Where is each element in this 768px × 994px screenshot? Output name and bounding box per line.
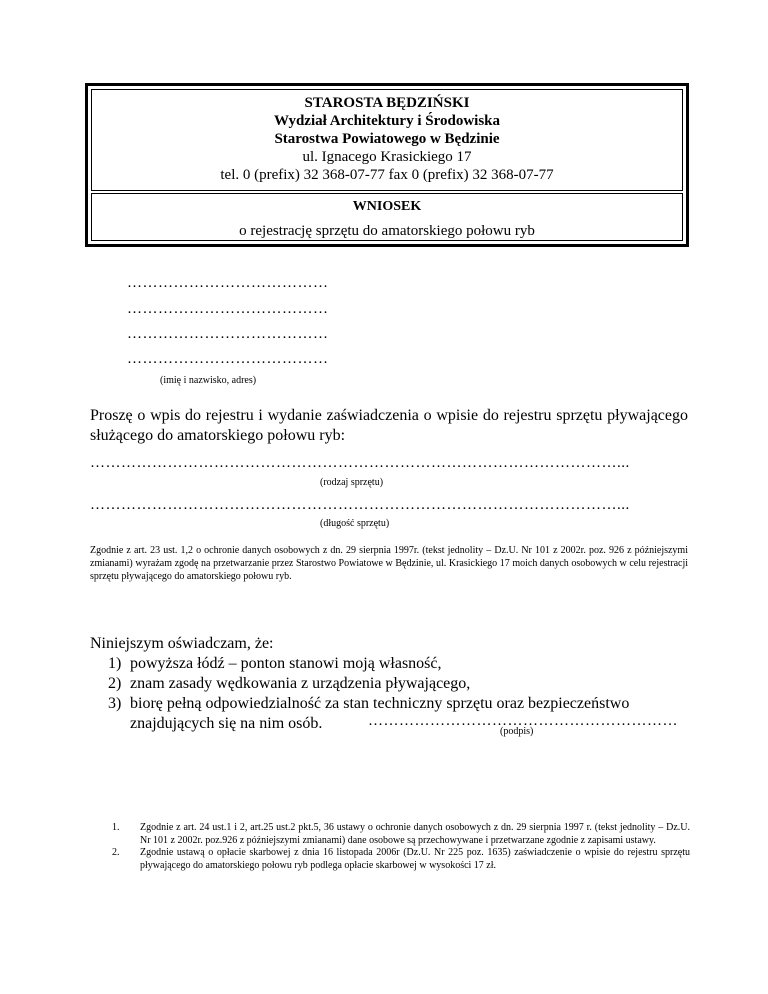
footnote-text: Zgodnie ustawą o opłacie skarbowej z dnia 16 listopada 2006r (Dz.U. Nr 225 poz. 1635) zaświadczenie o wpisie do rejestru sprzętu pływającego do amatorskiego połowu ryb podlega opłacie skarbowej w wysokości 17 zł. — [140, 847, 690, 871]
office-info-panel — [91, 89, 683, 191]
declaration-heading: Niniejszym oświadczam, że: — [90, 635, 274, 652]
declaration-item — [90, 674, 710, 694]
form-subtitle: o rejestrację sprzętu do amatorskiego połowu ryb — [239, 223, 535, 239]
signature-caption: (podpis) — [500, 726, 534, 737]
footnote-number: 1. — [112, 822, 120, 833]
department-name: Wydział Architektury i Środowiska — [274, 113, 500, 129]
data-consent-text: Zgodnie z art. 23 ust. 1,2 o ochronie danych osobowych z dn. 29 sierpnia 1997r. (tekst jednolity – Dz.U. Nr 101 z 2002r. poz. 926 z późniejszymi zmianami) wyrażam zgodę na przetwarzanie przez Starostwo Powiatowe w Będzinie, ul. Krasickiego 17 moich danych osobowych w celu rejestracji sprzętu pływającego do amatorskiego połowu ryb. — [90, 545, 688, 582]
footnotes — [112, 822, 690, 872]
declaration-item-text: biorę pełną odpowiedzialność za stan techniczny sprzętu oraz bezpieczeństwo znajdujących się na nim osób. — [130, 695, 630, 732]
declaration-item — [90, 654, 710, 674]
applicant-line-1[interactable]: ………………………………… — [127, 275, 329, 291]
applicant-line-3[interactable]: ………………………………… — [127, 326, 329, 342]
declaration-item-number: 1) — [108, 655, 122, 672]
signature-line[interactable]: …………………………………………………… — [368, 713, 678, 729]
equipment-type-line[interactable]: …………………………………………………………………………………………... — [90, 455, 630, 471]
declaration-item-number: 2) — [108, 675, 122, 692]
applicant-line-2[interactable]: ………………………………… — [127, 301, 329, 317]
request-text: Proszę o wpis do rejestru i wydanie zaświadczenia o wpisie do rejestru sprzętu pływającego służącego do amatorskiego połowu ryb: — [90, 407, 688, 444]
applicant-caption: (imię i nazwisko, adres) — [160, 375, 257, 386]
footnote-item — [112, 847, 690, 872]
equipment-type-caption: (rodzaj sprzętu) — [320, 477, 384, 488]
equipment-length-caption: (długość sprzętu) — [320, 518, 390, 529]
applicant-line-4[interactable]: ………………………………… — [127, 351, 329, 367]
footnote-item — [112, 822, 690, 847]
declaration-item-text: znam zasady wędkowania z urządzenia pływającego, — [130, 675, 471, 692]
declaration-item-number: 3) — [108, 695, 122, 712]
footnote-number: 2. — [112, 847, 120, 858]
declaration-item-text: powyższa łódź – ponton stanowi moją własność, — [130, 655, 442, 672]
equipment-length-line[interactable]: …………………………………………………………………………………………... — [90, 497, 630, 513]
form-title: WNIOSEK — [352, 199, 422, 214]
office-title: STAROSTA BĘDZIŃSKI — [304, 95, 470, 111]
header-box — [85, 83, 689, 247]
form-title-panel — [91, 193, 683, 241]
footnote-text: Zgodnie z art. 24 ust.1 i 2, art.25 ust.2 pkt.5, 36 ustawy o ochronie danych osobowych z dn. 29 sierpnia 1997 r. (tekst jednolity – Dz.U. Nr 101 z 2002r. poz.926 z późniejszymi zmianami) dane osobowe są przechowywane i przetwarzane zgodnie z zapisami ustawy. — [140, 822, 690, 846]
office-phone: tel. 0 (prefix) 32 368-07-77 fax 0 (prefix) 32 368-07-77 — [220, 167, 554, 183]
department-office: Starostwa Powiatowego w Będzinie — [274, 131, 500, 147]
office-address: ul. Ignacego Krasickiego 17 — [302, 149, 472, 165]
